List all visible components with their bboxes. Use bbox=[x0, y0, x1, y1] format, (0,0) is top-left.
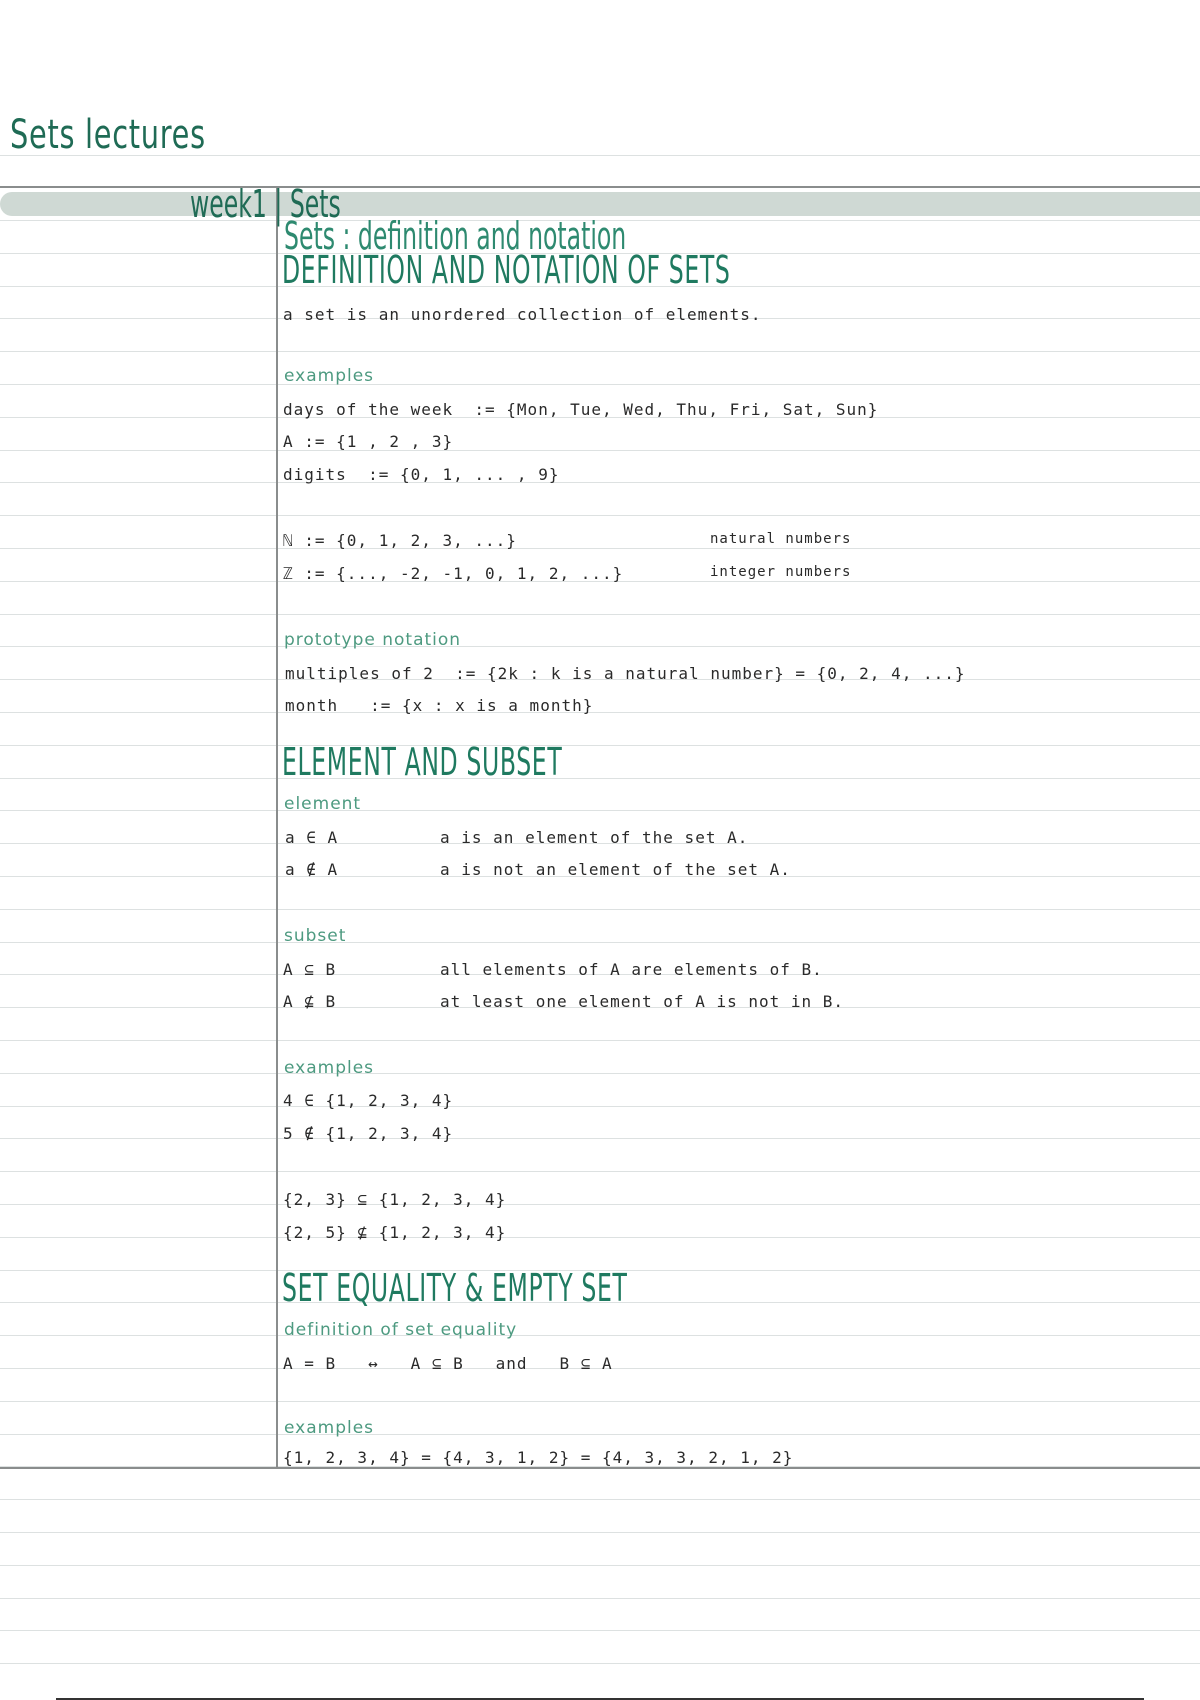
rule-line bbox=[0, 942, 1200, 943]
rule-line bbox=[0, 450, 1200, 451]
subset-desc: all elements of A are elements of B. bbox=[440, 960, 823, 979]
rule-line bbox=[0, 1434, 1200, 1435]
rule-line bbox=[0, 1532, 1200, 1533]
element-expr: a ∉ A bbox=[285, 860, 339, 879]
rule-line bbox=[0, 1040, 1200, 1041]
week-label: week1 bbox=[190, 182, 267, 226]
rule-line bbox=[0, 614, 1200, 615]
rule-line bbox=[0, 909, 1200, 910]
examples-label: examples bbox=[284, 1058, 375, 1078]
example-line: 5 ∉ {1, 2, 3, 4} bbox=[283, 1124, 454, 1143]
prototype-line: month := {x : x is a month} bbox=[285, 696, 594, 715]
section-end-divider bbox=[0, 1467, 1200, 1469]
header-divider bbox=[0, 186, 1200, 188]
rule-line bbox=[0, 712, 1200, 713]
examples-label: examples bbox=[284, 366, 375, 386]
example-line: digits := {0, 1, ... , 9} bbox=[283, 465, 560, 484]
set-equality-definition: A = B ↔ A ⊆ B and B ⊆ A bbox=[283, 1354, 613, 1373]
margin-line bbox=[276, 188, 278, 1468]
rule-line bbox=[0, 646, 1200, 647]
integer-numbers-desc: integer numbers bbox=[710, 564, 852, 580]
subset-desc: at least one element of A is not in B. bbox=[440, 992, 845, 1011]
prototype-notation-label: prototype notation bbox=[284, 630, 462, 650]
examples-label: examples bbox=[284, 1418, 375, 1438]
example-line: A := {1 , 2 , 3} bbox=[283, 432, 454, 451]
rule-line bbox=[0, 1171, 1200, 1172]
rule-line bbox=[0, 778, 1200, 779]
natural-numbers-expr: ℕ := {0, 1, 2, 3, ...} bbox=[283, 531, 517, 550]
integer-numbers-expr: ℤ := {..., -2, -1, 0, 1, 2, ...} bbox=[283, 564, 624, 583]
rule-line bbox=[0, 515, 1200, 516]
rule-line bbox=[0, 1204, 1200, 1205]
rule-line bbox=[0, 1106, 1200, 1107]
example-line: {2, 3} ⊆ {1, 2, 3, 4} bbox=[283, 1190, 507, 1209]
week-topic: Sets bbox=[289, 182, 341, 226]
section-heading-element-subset: ELEMENT AND SUBSET bbox=[282, 740, 563, 784]
rule-line bbox=[0, 1663, 1200, 1664]
subset-label: subset bbox=[284, 926, 347, 946]
example-line: 4 ∈ {1, 2, 3, 4} bbox=[283, 1091, 454, 1110]
section-heading-definition: DEFINITION AND NOTATION OF SETS bbox=[282, 248, 731, 292]
element-desc: a is not an element of the set A. bbox=[440, 860, 791, 879]
rule-line bbox=[0, 1499, 1200, 1500]
subset-expr: A ⊈ B bbox=[283, 992, 337, 1011]
rule-line bbox=[0, 1630, 1200, 1631]
equality-example: {1, 2, 3, 4} = {4, 3, 1, 2} = {4, 3, 3, 2, 1, 2} bbox=[283, 1448, 794, 1467]
rule-line bbox=[0, 810, 1200, 811]
rule-line bbox=[0, 351, 1200, 352]
rule-line bbox=[0, 1073, 1200, 1074]
example-line: days of the week := {Mon, Tue, Wed, Thu, Fri, Sat, Sun} bbox=[283, 400, 879, 419]
element-expr: a ∈ A bbox=[285, 828, 339, 847]
element-desc: a is an element of the set A. bbox=[440, 828, 749, 847]
natural-numbers-desc: natural numbers bbox=[710, 531, 852, 547]
rule-line bbox=[0, 384, 1200, 385]
prototype-line: multiples of 2 := {2k : k is a natural number} = {0, 2, 4, ...} bbox=[285, 664, 966, 683]
rule-line bbox=[0, 1401, 1200, 1402]
rule-line bbox=[0, 1138, 1200, 1139]
subset-expr: A ⊆ B bbox=[283, 960, 337, 979]
element-label: element bbox=[284, 794, 362, 814]
definition-label: definition of set equality bbox=[284, 1320, 518, 1340]
rule-line bbox=[0, 1598, 1200, 1599]
page-title: Sets lectures bbox=[10, 112, 206, 158]
rule-line bbox=[0, 745, 1200, 746]
rule-line bbox=[0, 1565, 1200, 1566]
lecture-subtitle: Sets : definition and notation bbox=[284, 214, 627, 258]
rule-line bbox=[0, 482, 1200, 483]
rule-line bbox=[0, 548, 1200, 549]
rule-line bbox=[0, 1237, 1200, 1238]
week-highlight-band bbox=[0, 192, 1200, 216]
set-definition: a set is an unordered collection of elements. bbox=[283, 305, 762, 324]
week-heading: week1 | Sets bbox=[190, 182, 341, 226]
section-heading-set-equality: SET EQUALITY & EMPTY SET bbox=[282, 1266, 628, 1310]
example-line: {2, 5} ⊈ {1, 2, 3, 4} bbox=[283, 1223, 507, 1242]
rule-line bbox=[0, 1335, 1200, 1336]
